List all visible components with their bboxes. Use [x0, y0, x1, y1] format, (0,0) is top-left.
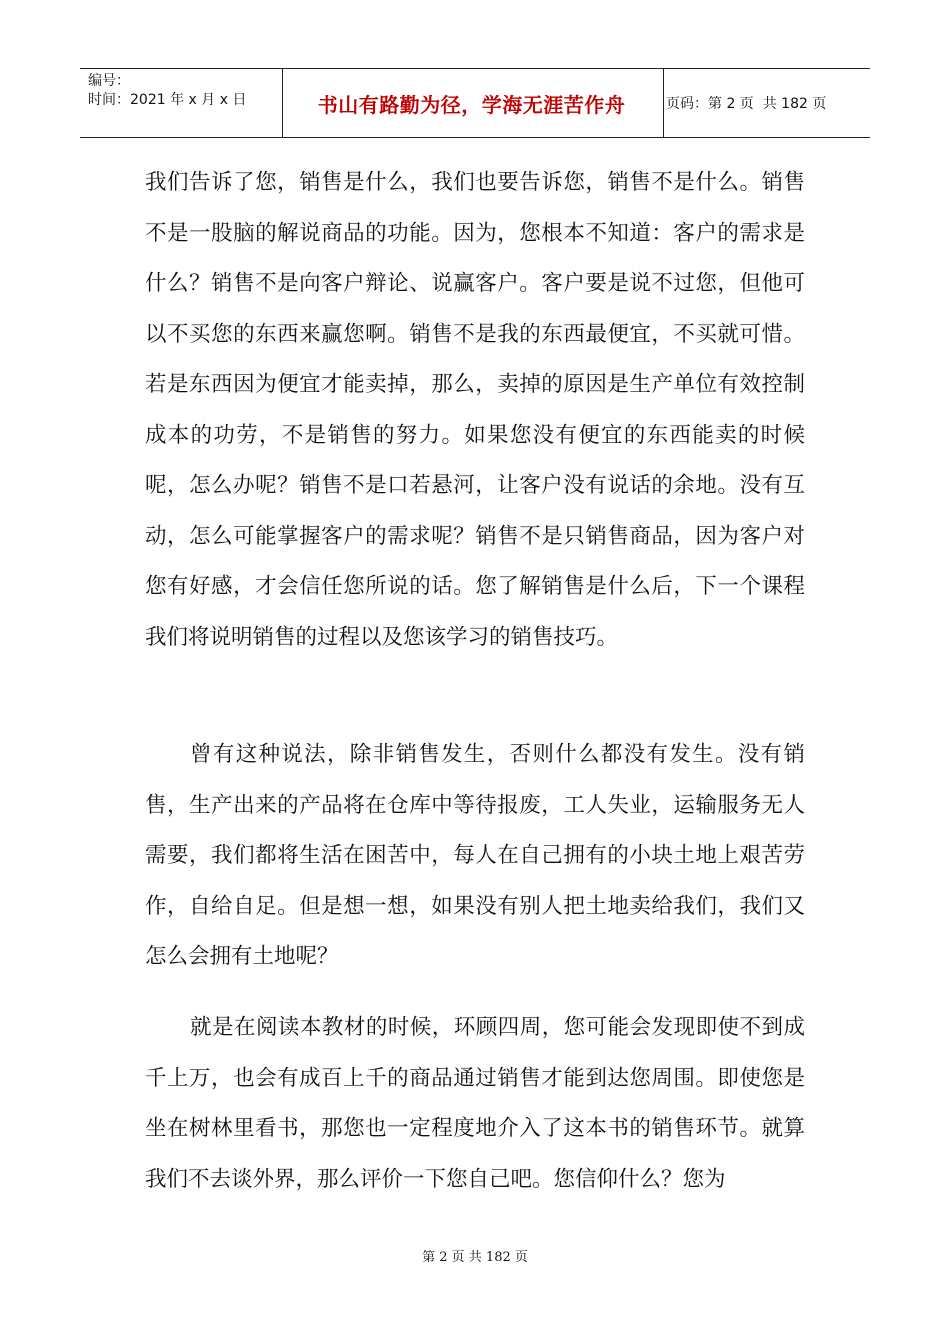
- paragraph-text: 我们告诉了您，销售是什么，我们也要告诉您，销售不是什么。销售不是一股脑的解说商品的功能。因为，您根本不知道：客户的需求是什么？销售不是向客户辩论、说赢客户。客户要是说不过您，但他可以不买您的东西来赢您啊。销售不是我的东西最便宜，不买就可惜。若是东西因为便宜才能卖掉，那么，卖掉的原因是生产单位有效控制成本的功劳，不是销售的努力。如果您没有便宜的东西能卖的时候呢，怎么办呢？销售不是口若悬河，让客户没有说话的余地。没有互动，怎么可能掌握客户的需求呢？销售不是只销售商品，因为客户对您有好感，才会信任您所说的话。您了解销售是什么后，下一个课程我们将说明销售的过程以及您该学习的销售技巧。: [145, 170, 805, 650]
- body-paragraph-2: [145, 730, 805, 983]
- body-paragraph-3: [145, 1003, 805, 1205]
- number-label: 编号：: [88, 73, 130, 89]
- header-meta: [80, 69, 280, 137]
- page-footer: 第 2 页 共 182 页: [422, 1250, 528, 1265]
- paragraph-text: 曾有这种说法，除非销售发生，否则什么都没有发生。没有销售，生产出来的产品将在仓库中等待报废，工人失业，运输服务无人需要，我们都将生活在困苦中，每人在自己拥有的小块土地上艰苦劳作，自给自足。但是想一想，如果没有别人把土地卖给我们，我们又怎么会拥有土地呢？: [145, 742, 805, 969]
- date-label: 时间：2021 年 x 月 x 日: [88, 92, 247, 108]
- body-paragraph-1: [145, 158, 805, 663]
- header-page-info: 页码：第 2 页 共 182 页: [666, 96, 827, 112]
- header-motto: 书山有路勤为径，学海无涯苦作舟: [317, 92, 626, 117]
- paragraph-text: 就是在阅读本教材的时候，环顾四周，您可能会发现即使不到成千上万，也会有成百上千的商品通过销售才能到达您周围。即使您是坐在树林里看书，那您也一定程度地介入了这本书的销售环节。就算我们不去谈外界，那么评价一下您自己吧。您信仰什么？您为: [145, 1015, 805, 1192]
- page-header: [80, 68, 870, 138]
